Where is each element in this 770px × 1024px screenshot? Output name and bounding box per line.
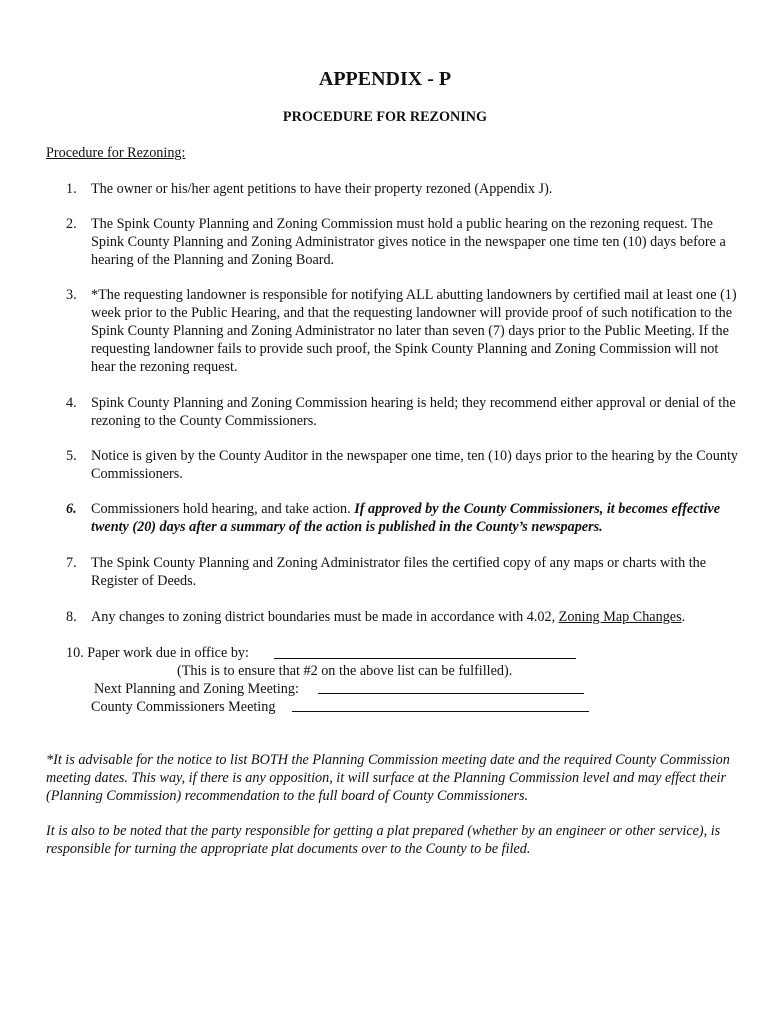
item-text-container [91, 608, 738, 626]
item-text: Spink County Planning and Zoning Commission hearing is held; they recommend either approval or denial of the rezoning to the County Commissioners. [91, 395, 736, 429]
page-subtitle: PROCEDURE FOR REZONING [282, 109, 488, 125]
item-text: The Spink County Planning and Zoning Administrator files the certified copy of any maps or charts with the Register of Deeds. [91, 555, 707, 589]
item-text-after: . [681, 609, 686, 625]
next-meeting-field[interactable] [318, 693, 584, 694]
advisory-note: *It is advisable for the notice to list BOTH the Planning Commission meeting date and the required County Commission meeting dates. This way, if there is any opposition, it will surface at the Planning Commission level and may effect their (Planning Commission) recommendation to the full board of County Commissioners. [46, 752, 730, 804]
item-text: Any changes to zoning district boundaries must be made in accordance with 4.02, [91, 609, 559, 625]
item-text-container [91, 500, 738, 536]
item-text: Commissioners hold hearing, and take action. [91, 501, 355, 517]
plat-note: It is also to be noted that the party responsible for getting a plat prepared (whether by an engineer or other service), is responsible for turning the appropriate plat documents over to the County to be filed. [46, 823, 721, 857]
list-item [66, 554, 738, 590]
commissioners-meeting-field[interactable] [292, 711, 589, 712]
item-number: 1. [66, 181, 77, 197]
list-item [66, 286, 738, 376]
item-number: 3. [66, 287, 77, 303]
list-item [66, 447, 738, 483]
item-number: 8. [66, 609, 77, 625]
item-text: *The requesting landowner is responsible for notifying ALL abutting landowners by certified mail at least one (1) week prior to the Public Hearing, and that the requesting landowner will provide proof of such notification to the Spink County Planning and Zoning Administrator no later than seven (7) days prior to the Public Meeting. If the requesting landowner fails to provide such proof, the Spink County Planning and Zoning Commission will not hear the rezoning request. [91, 287, 737, 375]
item-text: The Spink County Planning and Zoning Commission must hold a public hearing on the rezoning request. The Spink County Planning and Zoning Administrator gives notice in the newspaper one time ten (10) days before a hearing of the Planning and Zoning Board. [91, 216, 726, 268]
item-number: 5. [66, 448, 77, 464]
list-item [66, 500, 738, 536]
zoning-map-changes-link[interactable]: Zoning Map Changes [558, 609, 682, 625]
list-item [66, 215, 738, 269]
item-text: The owner or his/her agent petitions to have their property rezoned (Appendix J). [91, 181, 553, 197]
ensure-note: (This is to ensure that #2 on the above list can be fulfilled). [177, 663, 513, 679]
item-text: Notice is given by the County Auditor in the newspaper one time, ten (10) days prior to the hearing by the County Commissioners. [91, 448, 738, 482]
item-number: 6. [66, 501, 77, 517]
item-emphasis: If approved by the County Commissioners, it becomes effective twenty (20) days after a summary of the action is published in the County’s newspapers. [91, 501, 721, 535]
item-number: 7. [66, 555, 77, 571]
list-item [66, 180, 738, 198]
paper-work-due-field[interactable] [274, 658, 576, 659]
paper-work-label: 10. Paper work due in office by: [66, 645, 249, 661]
list-item [66, 394, 738, 430]
item-number: 2. [66, 216, 77, 232]
list-item [66, 608, 738, 626]
section-heading: Procedure for Rezoning: [46, 145, 186, 161]
page-title: APPENDIX - P [318, 68, 452, 90]
item-number: 4. [66, 395, 77, 411]
next-meeting-label: Next Planning and Zoning Meeting: [94, 681, 299, 697]
commissioners-meeting-label: County Commissioners Meeting [91, 699, 276, 715]
